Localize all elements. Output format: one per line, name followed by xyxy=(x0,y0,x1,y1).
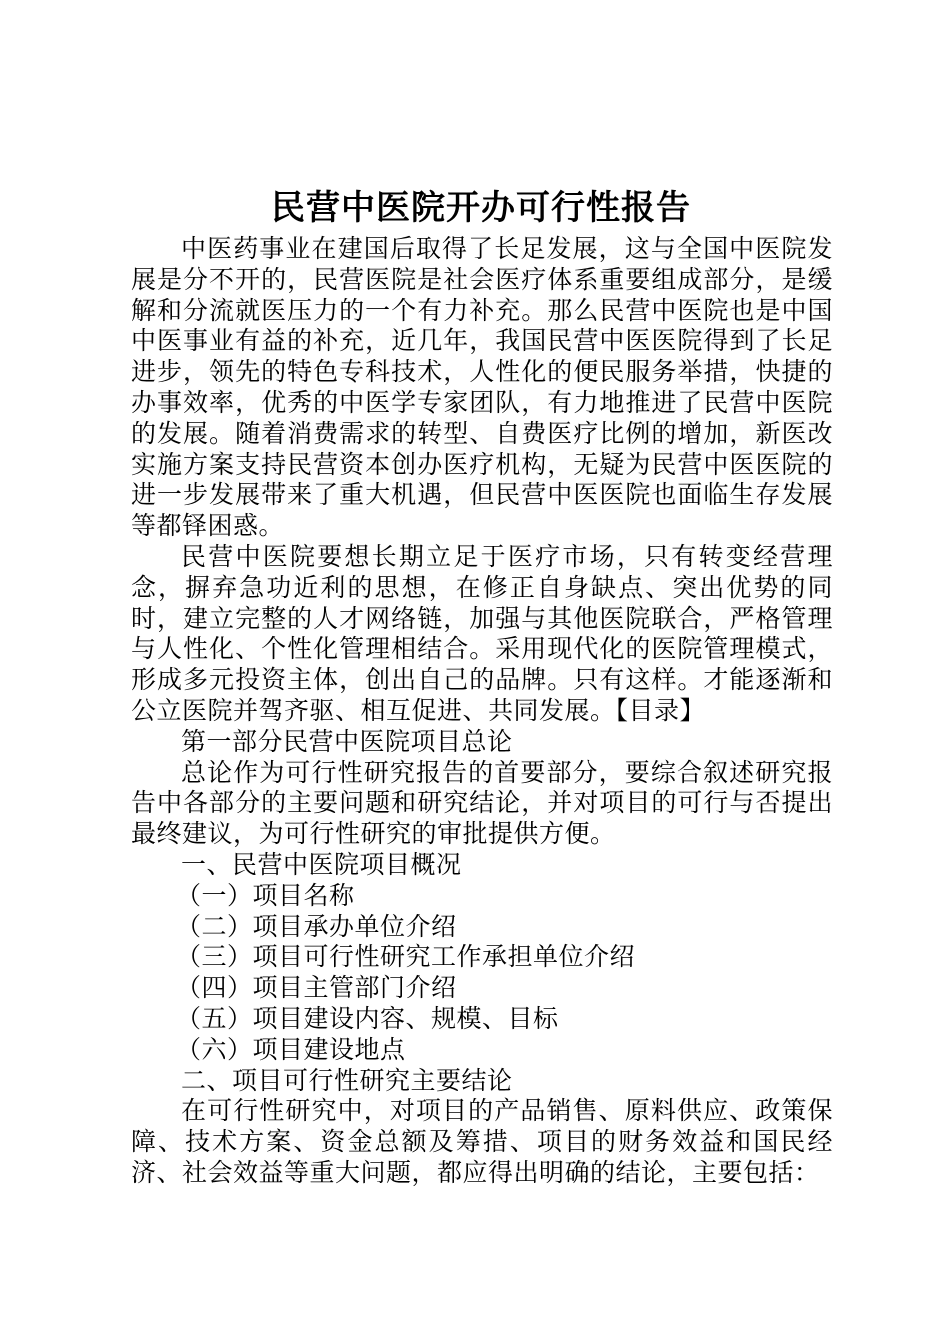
document-body xyxy=(131,234,833,1189)
section1-item: （三）项目可行性研究工作承担单位介绍 xyxy=(176,942,636,972)
part1-heading: 第一部分民营中医院项目总论 xyxy=(181,726,513,756)
section2-heading: 二、项目可行性研究主要结论 xyxy=(181,1065,513,1095)
section1-item: （五）项目建设内容、规模、目标 xyxy=(176,1003,559,1033)
section1-item: （六）项目建设地点 xyxy=(176,1034,406,1064)
section1-heading: 一、民营中医院项目概况 xyxy=(181,849,462,879)
part1-intro: 总论作为可行性研究报告的首要部分，要综合叙述研究报告中各部分的主要问题和研究结论，并对项目的可行与否提出最终建议，为可行性研究的审批提供方便。 xyxy=(131,757,833,849)
paragraph-intro: 中医药事业在建国后取得了长足发展，这与全国中医院发展是分不开的，民营医院是社会医疗体系重要组成部分，是缓解和分流就医压力的一个有力补充。那么民营中医院也是中国中医事业有益的补充，近几年，我国民营中医医院得到了长足进步，领先的特色专科技术，人性化的便民服务举措，快捷的办事效率，优秀的中医学专家团队，有力地推进了民营中医院的发展。随着消费需求的转型、自费医疗比例的增加，新医改实施方案支持民营资本创办医疗机构，无疑为民营中医医院的进一步发展带来了重大机遇，但民营中医医院也面临生存发展等都铎困惑。 xyxy=(131,234,833,541)
document-title: 民营中医院开办可行性报告 xyxy=(271,188,691,228)
section2-text: 在可行性研究中，对项目的产品销售、原料供应、政策保障、技术方案、资金总额及筹措、项目的财务效益和国民经济、社会效益等重大问题，都应得出明确的结论，主要包括： xyxy=(131,1096,833,1187)
section1-item: （一）项目名称 xyxy=(176,880,355,910)
section1-item: （二）项目承办单位介绍 xyxy=(176,911,457,941)
section1-item: （四）项目主管部门介绍 xyxy=(176,973,457,1003)
paragraph-strategy: 民营中医院要想长期立足于医疗市场，只有转变经营理念，摒弃急功近利的思想，在修正自身缺点、突出优势的同时，建立完整的人才网络链，加强与其他医院联合，严格管理与人性化、个性化管理相结合。采用现代化的医院管理模式，形成多元投资主体，创出自己的品牌。只有这样。才能逐渐和公立医院并驾齐驱、相互促进、共同发展。【目录】 xyxy=(131,541,833,725)
